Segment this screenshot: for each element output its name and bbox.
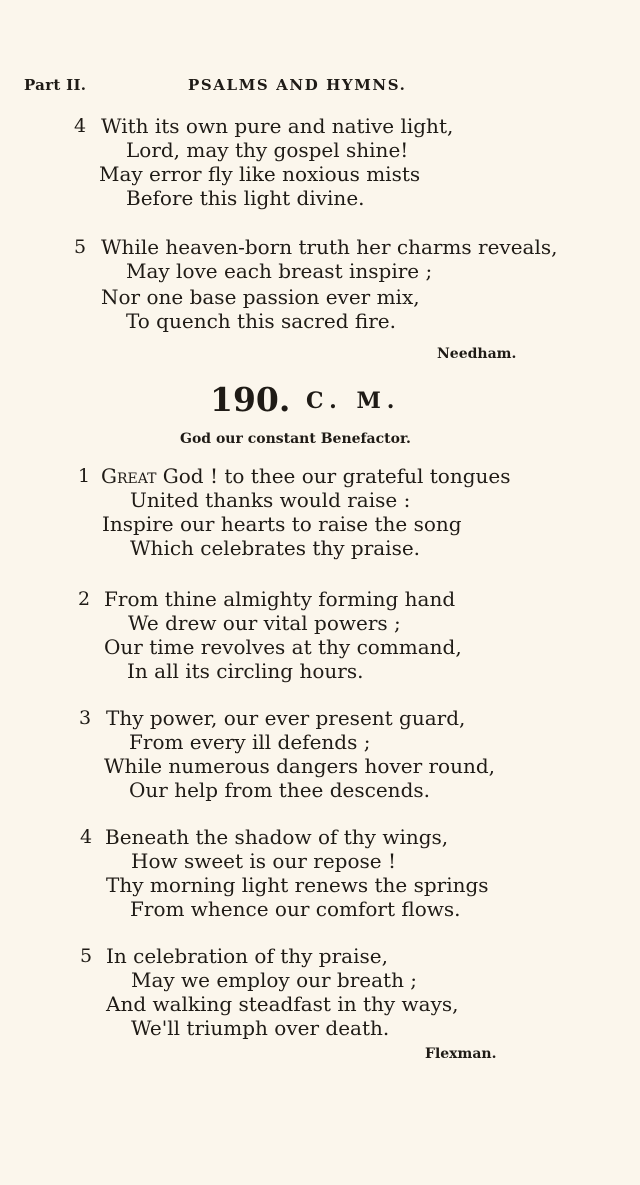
verse-line: From whence our comfort flows. <box>130 897 461 921</box>
author-attribution: Needham. <box>437 346 517 362</box>
hymn-meter: C. M. <box>306 388 401 414</box>
verse-line: In celebration of thy praise, <box>106 944 388 968</box>
verse-line: Before this light divine. <box>126 186 365 210</box>
verse-line: Nor one base passion ever mix, <box>101 285 420 309</box>
verse-line: With its own pure and native light, <box>101 114 454 138</box>
stanza-number: 5 <box>80 945 93 967</box>
verse-line: United thanks would raise : <box>130 488 411 512</box>
verse-line: Our time revolves at thy command, <box>104 635 462 659</box>
verse-line: Beneath the shadow of thy wings, <box>105 825 449 849</box>
stanza-number: 3 <box>79 707 92 729</box>
stanza-number: 5 <box>74 236 87 258</box>
first-word: Great <box>101 464 157 488</box>
verse-line: We drew our vital powers ; <box>128 611 401 635</box>
verse-line: Inspire our hearts to raise the song <box>102 512 462 536</box>
verse-line: We'll triumph over death. <box>131 1016 390 1040</box>
verse-line-rest: God ! to thee our grateful tongues <box>156 464 511 488</box>
hymn-number: 190. <box>210 380 291 419</box>
verse-line: From every ill defends ; <box>129 730 371 754</box>
verse-line: May error fly like noxious mists <box>99 162 421 186</box>
verse-line: In all its circling hours. <box>127 659 364 683</box>
verse-line <box>101 464 511 488</box>
verse-line: From thine almighty forming hand <box>104 587 456 611</box>
verse-line: Our help from thee descends. <box>129 778 430 802</box>
verse-line: To quench this sacred fire. <box>126 309 396 333</box>
verse-line: Thy power, our ever present guard, <box>106 706 466 730</box>
verse-line: Lord, may thy gospel shine! <box>126 138 409 162</box>
verse-line: Which celebrates thy praise. <box>130 536 421 560</box>
stanza-number: 1 <box>78 465 91 487</box>
verse-line: While heaven-born truth her charms reveals, <box>101 235 558 259</box>
verse-line: How sweet is our repose ! <box>131 849 396 873</box>
hymn-subtitle: God our constant Benefactor. <box>180 431 411 447</box>
stanza-number: 4 <box>74 115 87 137</box>
verse-line: And walking steadfast in thy ways, <box>106 992 459 1016</box>
stanza-number: 4 <box>80 826 93 848</box>
stanza-number: 2 <box>78 588 91 610</box>
verse-line: May we employ our breath ; <box>131 968 418 992</box>
verse-line: May love each breast inspire ; <box>126 259 433 283</box>
verse-line: While numerous dangers hover round, <box>104 754 496 778</box>
verse-line: Thy morning light renews the springs <box>106 873 489 897</box>
author-attribution: Flexman. <box>425 1046 497 1062</box>
running-title: PSALMS AND HYMNS. <box>188 76 407 94</box>
part-label: Part II. <box>24 76 87 94</box>
